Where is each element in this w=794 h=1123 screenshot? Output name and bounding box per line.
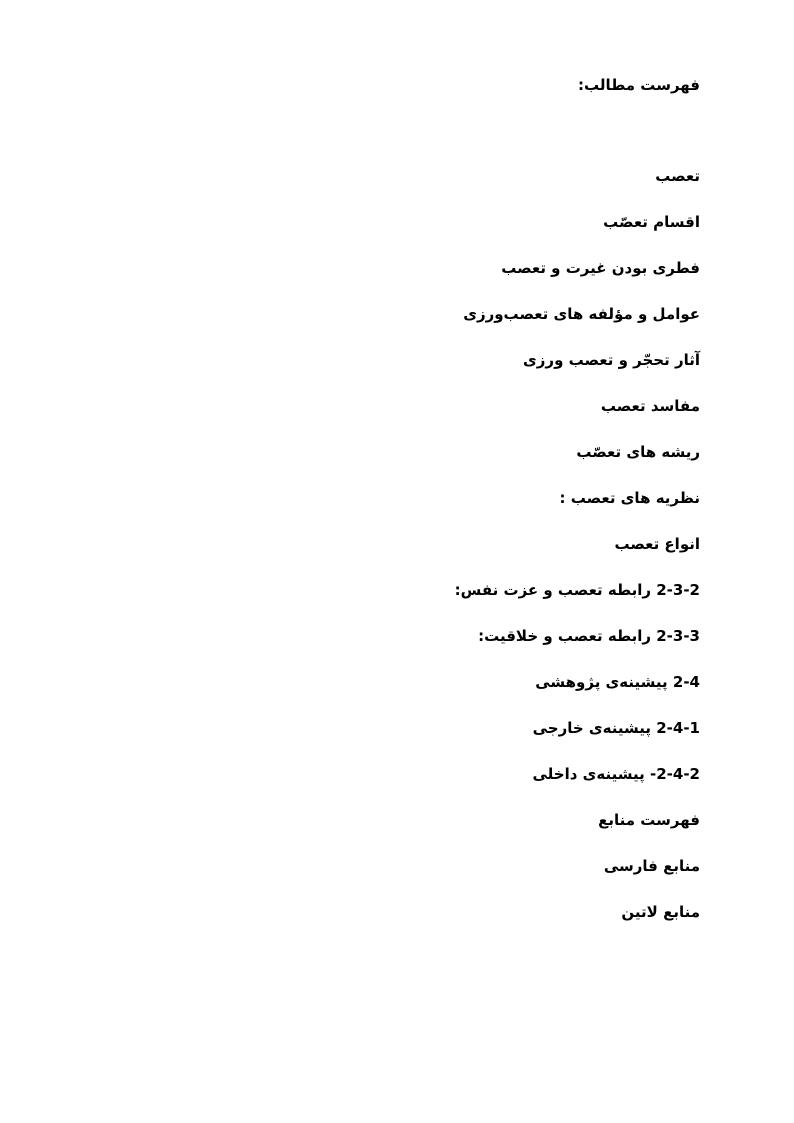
toc-entry: فطری بودن غیرت و تعصب [501,259,700,277]
toc-entry: 2-4 پیشینه‌ی پژوهشی [535,673,700,691]
toc-entry: آثار تحجّر و تعصب ورزی [523,351,700,369]
toc-entry: مفاسد تعصب [600,397,700,415]
toc-list [100,166,700,948]
toc-entry: اقسام تعصّب [603,213,700,231]
toc-entry: 2-4-1 پیشینه‌ی خارجی [532,719,700,737]
toc-title: فهرست مطالب: [578,76,700,94]
toc-entry: ریشه های تعصّب [576,443,700,461]
toc-entry: تعصب [655,167,700,185]
toc-entry: 2-3-2 رابطه تعصب و عزت نفس: [454,581,700,599]
toc-entry: منابع لاتین [621,903,700,921]
toc-entry: 2-4-2- پیشینه‌ی داخلی [532,765,700,783]
toc-entry: 2-3-3 رابطه تعصب و خلاقیت: [478,627,700,645]
toc-entry: فهرست منابع [598,811,700,829]
toc-entry: نظریه های تعصب : [559,489,700,507]
toc-entry: عوامل و مؤلفه های تعصب‌ورزی [463,305,700,323]
toc-entry: منابع فارسی [603,857,700,875]
toc-entry: انواع تعصب [614,535,700,553]
